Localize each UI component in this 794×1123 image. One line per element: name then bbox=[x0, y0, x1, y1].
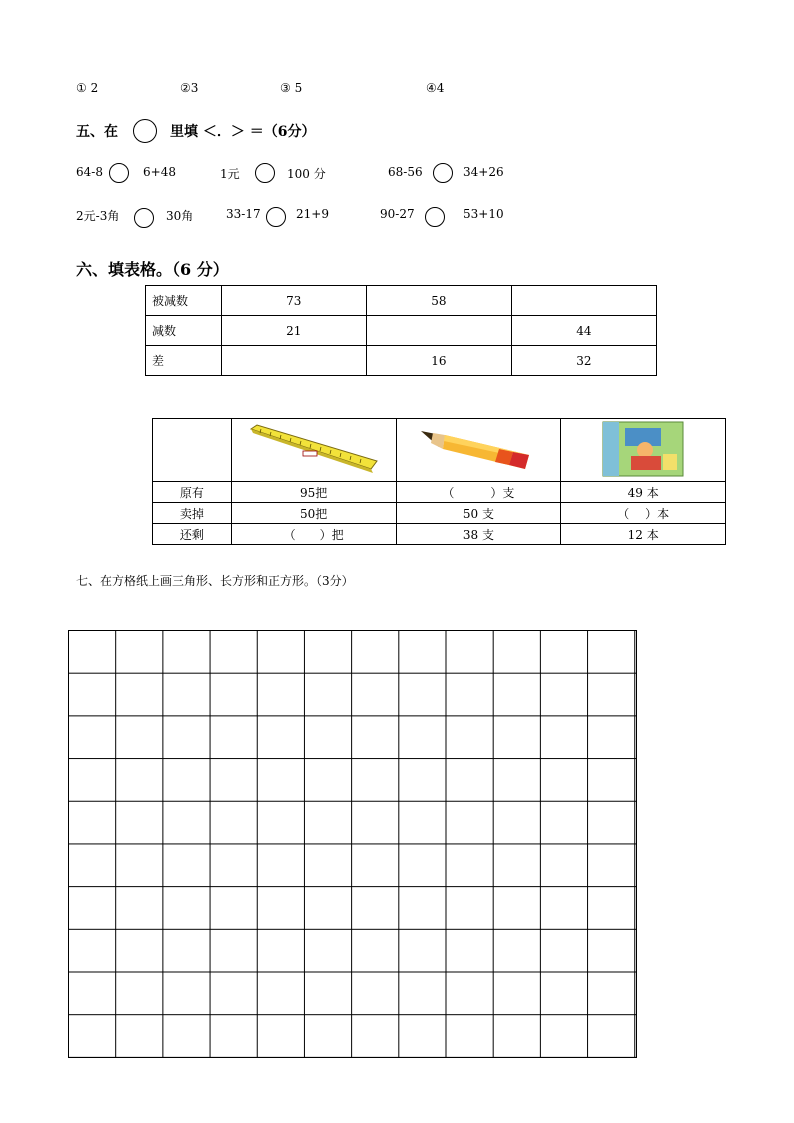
table-cell: 44 bbox=[511, 316, 656, 346]
row-header: 减数 bbox=[146, 316, 222, 346]
table-cell-blank[interactable] bbox=[511, 286, 656, 316]
answer-circle[interactable] bbox=[134, 208, 154, 228]
table-row bbox=[146, 316, 657, 346]
compare-left: 90-27 bbox=[380, 207, 415, 221]
table-cell: 12 本 bbox=[561, 524, 726, 545]
image-row bbox=[153, 419, 726, 482]
row-header: 还剩 bbox=[153, 524, 232, 545]
compare-left: 33-17 bbox=[226, 207, 261, 221]
table-row bbox=[153, 503, 726, 524]
row-header: 被减数 bbox=[146, 286, 222, 316]
compare-right: 6+48 bbox=[143, 165, 176, 179]
table-cell-blank[interactable]: （ ）本 bbox=[561, 503, 726, 524]
option-3: ③ 5 bbox=[280, 81, 303, 95]
section5-title-post: 里填 ＜．＞ ＝（6分） bbox=[170, 124, 316, 140]
book-image-cell bbox=[561, 419, 726, 482]
answer-circle[interactable] bbox=[425, 207, 445, 227]
table-cell: 32 bbox=[511, 346, 656, 376]
compare-right: 30角 bbox=[166, 209, 194, 223]
compare-right: 34+26 bbox=[463, 165, 504, 179]
compare-left: 1元 bbox=[220, 167, 240, 181]
section5-title-pre: 五、在 bbox=[76, 124, 118, 140]
table-cell-blank[interactable]: （ ）支 bbox=[396, 482, 561, 503]
answer-circle[interactable] bbox=[109, 163, 129, 183]
compare-left: 64-8 bbox=[76, 165, 103, 179]
pencil-icon bbox=[419, 425, 537, 473]
table-row bbox=[146, 286, 657, 316]
table-cell-blank[interactable] bbox=[221, 346, 366, 376]
table-cell: 50 支 bbox=[396, 503, 561, 524]
option-2: ②3 bbox=[180, 81, 199, 95]
option-4: ④4 bbox=[426, 81, 445, 95]
table-row bbox=[153, 524, 726, 545]
ruler-icon bbox=[247, 421, 381, 477]
subtraction-table bbox=[145, 285, 657, 376]
answer-circle[interactable] bbox=[266, 207, 286, 227]
table-cell: 73 bbox=[221, 286, 366, 316]
row-header: 原有 bbox=[153, 482, 232, 503]
table-cell: 38 支 bbox=[396, 524, 561, 545]
compare-right: 53+10 bbox=[463, 207, 504, 221]
row-header: 差 bbox=[146, 346, 222, 376]
corner-cell bbox=[153, 419, 232, 482]
row-header: 卖掉 bbox=[153, 503, 232, 524]
section7-title: 七、在方格纸上画三角形、长方形和正方形。（3分） bbox=[76, 574, 354, 588]
table-cell-blank[interactable] bbox=[366, 316, 511, 346]
table-cell-blank[interactable]: （ ）把 bbox=[231, 524, 396, 545]
option-1: ① 2 bbox=[76, 81, 99, 95]
book-icon bbox=[601, 420, 685, 478]
title-blank-circle bbox=[133, 119, 157, 143]
compare-left: 68-56 bbox=[388, 165, 423, 179]
table-cell: 21 bbox=[221, 316, 366, 346]
table-cell: 58 bbox=[366, 286, 511, 316]
compare-left: 2元-3角 bbox=[76, 209, 120, 223]
table-cell: 49 本 bbox=[561, 482, 726, 503]
table-row bbox=[146, 346, 657, 376]
table-cell: 95把 bbox=[231, 482, 396, 503]
section6-title: 六、填表格。（6 分） bbox=[76, 260, 229, 279]
inventory-table bbox=[152, 418, 726, 545]
compare-right: 100 分 bbox=[287, 167, 326, 181]
table-row bbox=[153, 482, 726, 503]
ruler-image-cell bbox=[231, 419, 396, 482]
table-cell: 50把 bbox=[231, 503, 396, 524]
table-cell: 16 bbox=[366, 346, 511, 376]
answer-circle[interactable] bbox=[255, 163, 275, 183]
answer-circle[interactable] bbox=[433, 163, 453, 183]
drawing-grid[interactable] bbox=[68, 630, 637, 1058]
compare-right: 21+9 bbox=[296, 207, 329, 221]
pencil-image-cell bbox=[396, 419, 561, 482]
